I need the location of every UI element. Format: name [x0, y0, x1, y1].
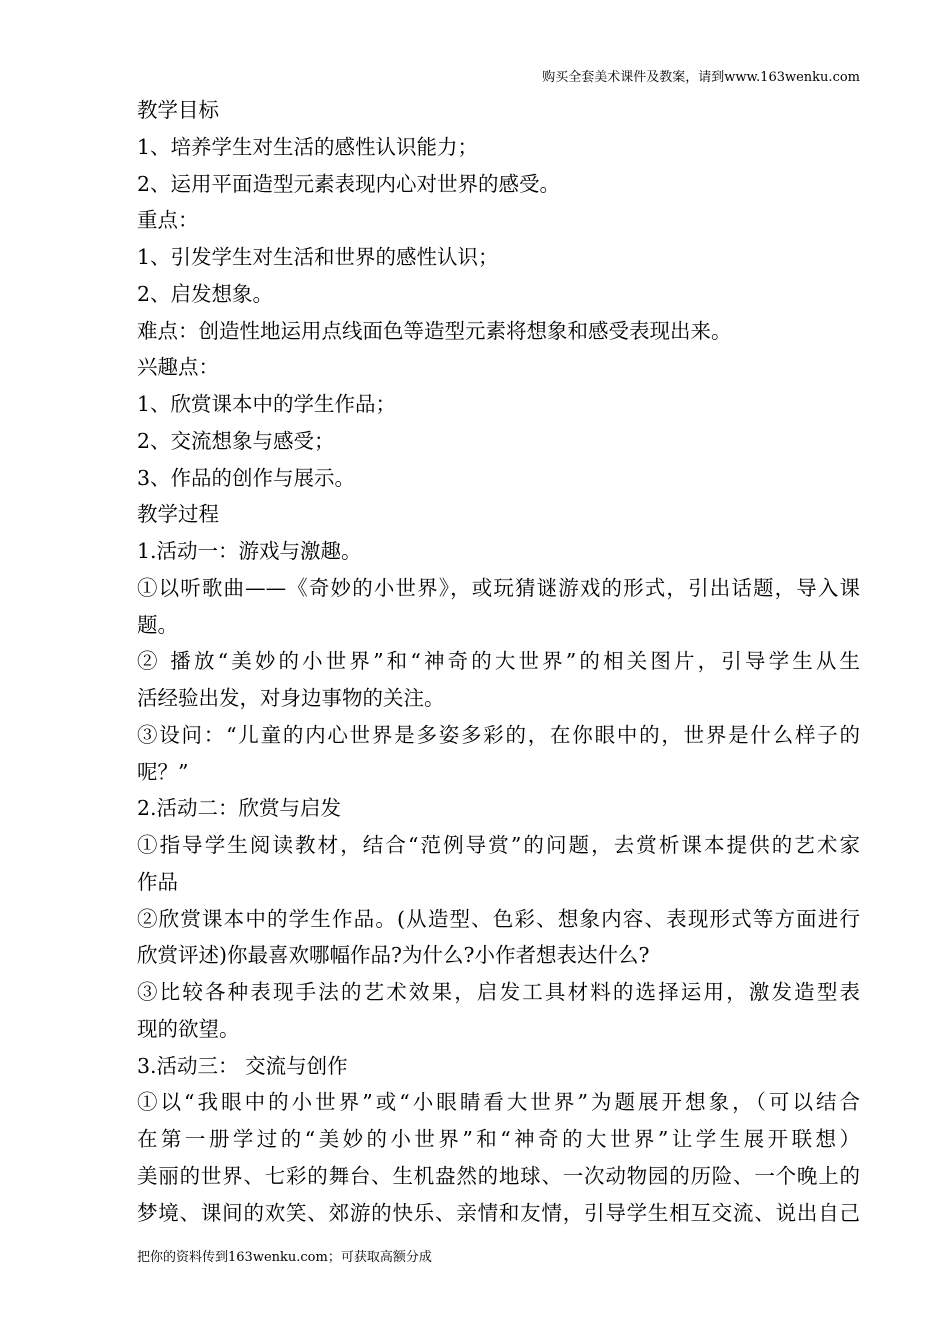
- text-line: ①以听歌曲——《奇妙的小世界》，或玩猜谜游戏的形式，引出话题，导入课: [137, 575, 860, 600]
- text-line: 2、运用平面造型元素表现内心对世界的感受。: [137, 171, 561, 196]
- text-line: 1.活动一：游戏与激趣。: [137, 539, 362, 563]
- text-line: 题。: [137, 612, 178, 637]
- text-line: 现的欲望。: [137, 1016, 240, 1041]
- text-line: 兴趣点：: [137, 355, 219, 380]
- text-line: 3.活动三： 交流与创作: [137, 1053, 348, 1078]
- text-line: ② 播放“美妙的小世界”和“神奇的大世界”的相关图片，引导学生从生: [137, 649, 860, 674]
- page-header: 购买全套美术课件及教案，请到www.163wenku.com: [542, 70, 860, 85]
- text-line: 2、启发想象。: [137, 281, 274, 306]
- page-footer: 把你的资料传到163wenku.com；可获取高额分成: [137, 1250, 432, 1265]
- text-line: 教学过程: [137, 502, 219, 527]
- text-line: 作品: [137, 869, 178, 894]
- text-line: 1、欣赏课本中的学生作品；: [137, 392, 397, 416]
- text-line: 梦境、课间的欢笑、郊游的快乐、亲情和友情，引导学生相互交流、说出自己: [137, 1200, 860, 1225]
- text-line: 活经验出发，对身边事物的关注。: [137, 686, 445, 710]
- text-line: ③设问：“儿童的内心世界是多姿多彩的，在你眼中的，世界是什么样子的: [137, 722, 860, 747]
- text-line: 2、交流想象与感受；: [137, 428, 335, 453]
- text-line: ①以“我眼中的小世界”或“小眼睛看大世界”为题展开想象，（可以结合: [137, 1090, 860, 1115]
- document-body: [137, 95, 860, 1234]
- text-line: ①指导学生阅读教材，结合“范例导赏”的问题，去赏析课本提供的艺术家: [137, 833, 860, 857]
- text-line: 在第一册学过的“美妙的小世界”和“神奇的大世界”让学生展开联想）: [137, 1127, 860, 1151]
- text-line: 1、引发学生对生活和世界的感性认识；: [137, 245, 499, 269]
- text-line: 教学目标: [137, 98, 219, 122]
- text-line: ②欣赏课本中的学生作品。(从造型、色彩、想象内容、表现形式等方面进行: [137, 906, 860, 931]
- text-line: 2.活动二：欣赏与启发: [137, 796, 342, 821]
- text-line: 难点：创造性地运用点线面色等造型元素将想象和感受表现出来。: [137, 318, 732, 343]
- text-line: 美丽的世界、七彩的舞台、生机盎然的地球、一次动物园的历险、一个晚上的: [137, 1163, 860, 1188]
- text-line: ③比较各种表现手法的艺术效果，启发工具材料的选择运用，激发造型表: [137, 980, 860, 1004]
- text-line: 重点：: [137, 208, 199, 233]
- text-line: 3、作品的创作与展示。: [137, 465, 356, 490]
- text-line: 1、培养学生对生活的感性认识能力；: [137, 134, 479, 159]
- text-line: 呢？”: [137, 759, 189, 784]
- text-line: 欣赏评述)你最喜欢哪幅作品?为什么?小作者想表达什么?: [137, 943, 650, 968]
